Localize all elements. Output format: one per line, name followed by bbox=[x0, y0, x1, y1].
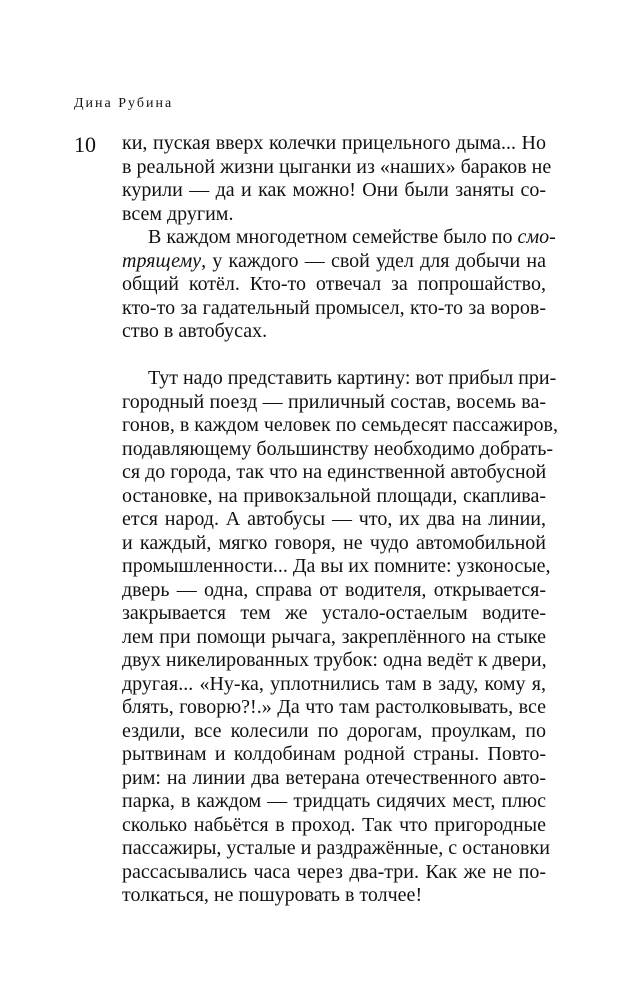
text-line: и каждый, мягко говоря, не чудо автомобильной bbox=[122, 531, 546, 554]
text-line: промышленности... Да вы их помните: узконосые, bbox=[122, 555, 551, 577]
text-line: рим: на линии два ветерана отечественного авто- bbox=[122, 766, 546, 789]
text-line: общий котёл. Кто-то отвечал за попрошайство, bbox=[122, 273, 546, 295]
text-line: подавляющему большинству необходимо добрать- bbox=[122, 437, 554, 460]
text-line: пассажиры, усталые и раздражённые, с остановки bbox=[122, 837, 550, 859]
text-line: рассасывались часа через два-три. Как же не по- bbox=[122, 860, 546, 883]
section-gap bbox=[122, 344, 546, 368]
running-head: Дина Рубина bbox=[74, 96, 174, 111]
text-line: Тут надо представить картину: вот прибыл при- bbox=[148, 367, 557, 389]
text-line: ся до города, так что на единственной автобусной bbox=[122, 461, 547, 483]
text-line: толкаться, не пошуровать в толчее! bbox=[122, 884, 423, 906]
text-line: дверь — одна, справа от водителя, открывается- bbox=[122, 578, 546, 601]
text-line: В каждом многодетном семействе было по смо- bbox=[148, 226, 556, 248]
page-number: 10 bbox=[74, 132, 96, 157]
text-line: всем другим. bbox=[122, 202, 234, 225]
text-line: парка, в каждом — тридцать сидячих мест, плюс bbox=[122, 790, 546, 812]
text-line: курили — да и как можно! Они были заняты со- bbox=[122, 179, 546, 201]
text-line: закрывается тем же устало-остаелым водите- bbox=[122, 602, 546, 624]
text-line: гонов, в каждом человек по семьдесят пассажиров, bbox=[122, 414, 558, 436]
text-line: рытвинам и колдобинам родной страны. Повто- bbox=[122, 743, 546, 765]
text-line: другая... «Ну-ка, уплотнились там в заду, кому я, bbox=[122, 672, 546, 695]
text-line: лем при помощи рычага, закреплённого на стыке bbox=[122, 625, 546, 648]
text-line: трящему, у каждого — свой удел для добычи на bbox=[122, 249, 546, 272]
text-line: двух никелированных трубок: одна ведёт к двери, bbox=[122, 649, 547, 671]
paragraph-1 bbox=[122, 132, 552, 226]
text-line: ство в автобусах. bbox=[122, 320, 268, 342]
text-line: сколько набьётся в проход. Так что пригородные bbox=[122, 813, 546, 836]
emphasis-text: трящему bbox=[122, 249, 202, 272]
body-text bbox=[122, 132, 558, 908]
text-line: кто-то за гадательный промысел, кто-то за воров- bbox=[122, 296, 546, 319]
text-line: городный поезд — приличный состав, восемь ва- bbox=[122, 390, 546, 413]
text-line: блять, говорю?!.» Да что там растолковывать, все bbox=[122, 696, 546, 718]
text-line: ездили, все колесили по дорогам, проулкам, по bbox=[122, 719, 546, 742]
emphasis-text: смо- bbox=[517, 226, 556, 248]
text-line: ется народ. А автобусы — что, их два на линии, bbox=[122, 508, 546, 530]
text-line: ки, пуская вверх колечки прицельного дыма... Но bbox=[122, 132, 546, 154]
text-line: остановке, на привокзальной площади, скаплива- bbox=[122, 484, 546, 507]
paragraph-3 bbox=[122, 367, 558, 908]
paragraph-2 bbox=[122, 226, 556, 344]
text-line: в реальной жизни цыганки из «наших» бараков не bbox=[122, 155, 552, 178]
